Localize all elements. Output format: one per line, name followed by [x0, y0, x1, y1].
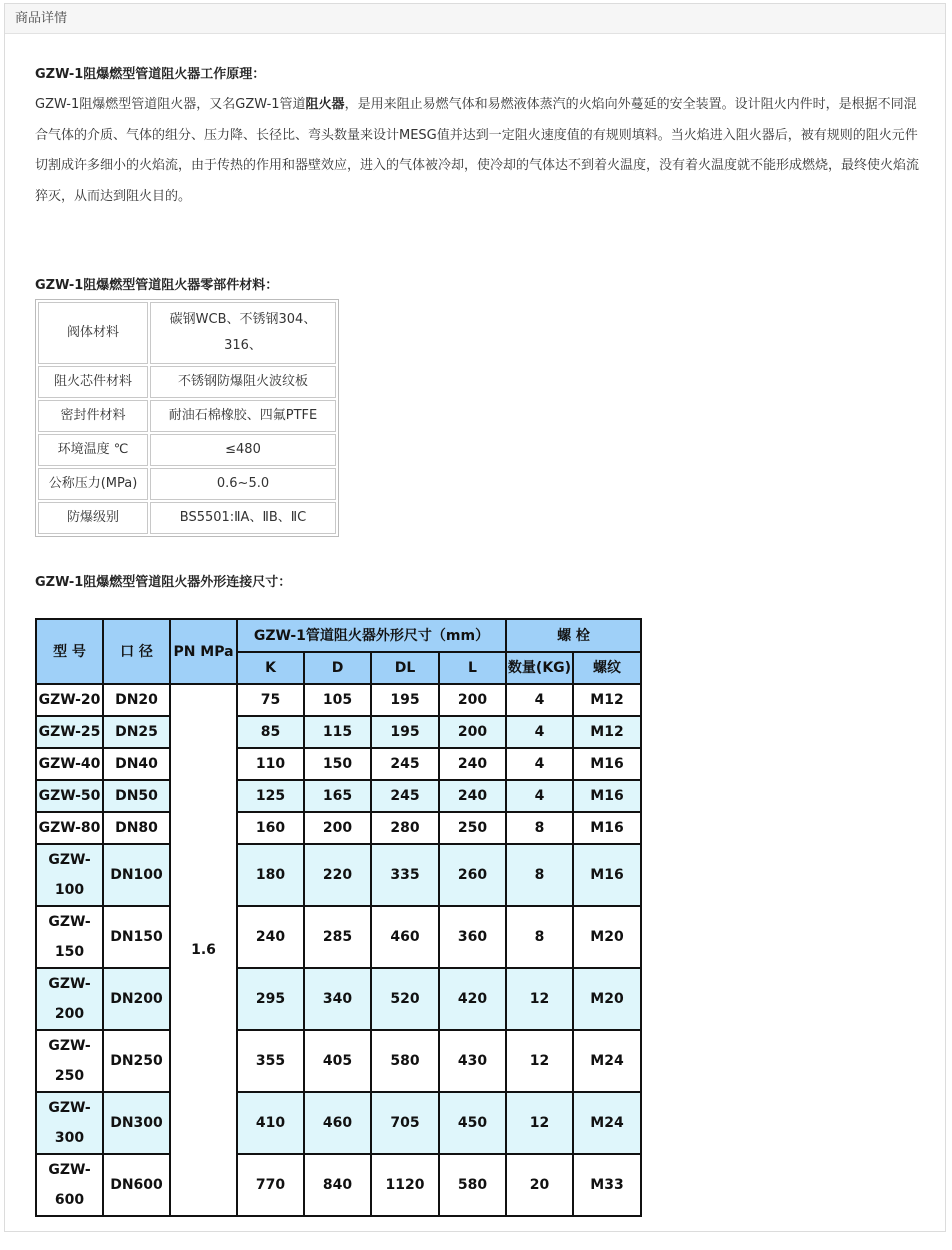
materials-row: [38, 366, 336, 398]
cell-qty: 8: [506, 812, 573, 844]
col-header-bolt-group: 螺 栓: [506, 619, 641, 652]
cell-thread: M24: [573, 1092, 641, 1154]
cell-model-line1: GZW-: [48, 1038, 91, 1054]
cell-qty: 12: [506, 968, 573, 1030]
material-label: 环境温度 ℃: [38, 434, 148, 466]
cell-l: 260: [439, 844, 506, 906]
cell-thread: M20: [573, 906, 641, 968]
cell-dl: 1120: [371, 1154, 439, 1216]
cell-qty: 8: [506, 906, 573, 968]
cell-caliber: DN80: [103, 812, 170, 844]
cell-l: 240: [439, 748, 506, 780]
cell-thread: M20: [573, 968, 641, 1030]
cell-l: 250: [439, 812, 506, 844]
panel-title: 商品详情: [15, 11, 68, 26]
cell-d: 165: [304, 780, 371, 812]
material-label: 防爆级别: [38, 502, 148, 534]
cell-dl: 195: [371, 716, 439, 748]
table-row: [36, 812, 641, 844]
cell-k: 410: [237, 1092, 304, 1154]
cell-d: 200: [304, 812, 371, 844]
cell-model-line2: 300: [54, 1130, 85, 1146]
cell-model: [36, 748, 103, 780]
table-row: [36, 684, 641, 716]
col-header-caliber: 口 径: [103, 619, 170, 684]
cell-model: [36, 1154, 103, 1216]
cell-qty: 12: [506, 1092, 573, 1154]
cell-model-line2: 600: [54, 1192, 85, 1208]
cell-model-line1: GZW-: [48, 852, 91, 868]
cell-d: 285: [304, 906, 371, 968]
cell-l: 430: [439, 1030, 506, 1092]
principle-heading: GZW-1阻爆燃型管道阻火器工作原理：: [35, 67, 266, 82]
cell-k: 240: [237, 906, 304, 968]
cell-model: [36, 780, 103, 812]
cell-caliber: DN50: [103, 780, 170, 812]
cell-k: 75: [237, 684, 304, 716]
material-value-line2: 316、: [224, 338, 262, 353]
cell-model-line1: GZW-50: [38, 788, 101, 804]
cell-model: [36, 684, 103, 716]
cell-l: 200: [439, 716, 506, 748]
panel-header: [5, 4, 945, 34]
table-row: [36, 1092, 641, 1154]
cell-thread: M12: [573, 684, 641, 716]
cell-k: 770: [237, 1154, 304, 1216]
table-row: [36, 844, 641, 906]
cell-k: 295: [237, 968, 304, 1030]
cell-caliber: DN150: [103, 906, 170, 968]
cell-model-line1: GZW-20: [38, 692, 101, 708]
material-label: 公称压力(MPa): [38, 468, 148, 500]
material-label: 密封件材料: [38, 400, 148, 432]
cell-qty: 8: [506, 844, 573, 906]
cell-l: 360: [439, 906, 506, 968]
cell-dl: 280: [371, 812, 439, 844]
cell-pn: 1.6: [170, 684, 237, 1216]
cell-model: [36, 812, 103, 844]
cell-dl: 335: [371, 844, 439, 906]
material-value: 耐油石棉橡胶、四氟PTFE: [150, 400, 336, 432]
cell-model-line1: GZW-: [48, 914, 91, 930]
table-row: [36, 748, 641, 780]
cell-l: 200: [439, 684, 506, 716]
dimensions-table: [35, 618, 642, 1217]
cell-qty: 20: [506, 1154, 573, 1216]
table-row: [36, 780, 641, 812]
cell-l: 580: [439, 1154, 506, 1216]
dimensions-heading: GZW-1阻爆燃型管道阻火器外形连接尺寸：: [35, 575, 292, 590]
cell-qty: 4: [506, 716, 573, 748]
cell-d: 115: [304, 716, 371, 748]
paragraph-bold-term: 阻火器: [305, 97, 345, 112]
cell-model-line2: 100: [54, 882, 85, 898]
cell-k: 355: [237, 1030, 304, 1092]
material-value-line1: 碳钢WCB、不锈钢304、: [169, 312, 317, 327]
col-header-l: L: [439, 652, 506, 684]
cell-qty: 4: [506, 684, 573, 716]
materials-row: [38, 434, 336, 466]
cell-d: 840: [304, 1154, 371, 1216]
col-header-pn: PN MPa: [170, 619, 237, 684]
col-header-qty: 数量(KG): [506, 652, 573, 684]
cell-qty: 12: [506, 1030, 573, 1092]
cell-d: 150: [304, 748, 371, 780]
cell-caliber: DN300: [103, 1092, 170, 1154]
cell-model: [36, 716, 103, 748]
cell-model-line2: 200: [54, 1006, 85, 1022]
cell-d: 220: [304, 844, 371, 906]
table-row: [36, 906, 641, 968]
cell-thread: M16: [573, 748, 641, 780]
cell-model-line2: 250: [54, 1068, 85, 1084]
col-header-d: D: [304, 652, 371, 684]
cell-caliber: DN100: [103, 844, 170, 906]
cell-l: 450: [439, 1092, 506, 1154]
cell-thread: M33: [573, 1154, 641, 1216]
col-header-thread: 螺纹: [573, 652, 641, 684]
material-label: 阻火芯件材料: [38, 366, 148, 398]
cell-l: 240: [439, 780, 506, 812]
header-row: [36, 619, 641, 652]
materials-heading: GZW-1阻爆燃型管道阻火器零部件材料：: [35, 278, 279, 293]
cell-model: [36, 906, 103, 968]
cell-k: 85: [237, 716, 304, 748]
material-value: ≤480: [150, 434, 336, 466]
material-label: 阀体材料: [38, 302, 148, 364]
cell-model-line1: GZW-: [48, 1100, 91, 1116]
dimensions-body: [36, 684, 641, 1216]
cell-qty: 4: [506, 780, 573, 812]
paragraph-text-1: GZW-1阻爆燃型管道阻火器，又名GZW-1管道: [35, 97, 306, 112]
cell-d: 340: [304, 968, 371, 1030]
cell-model-line1: GZW-25: [38, 724, 101, 740]
principle-paragraph: [35, 90, 923, 212]
cell-thread: M16: [573, 844, 641, 906]
paragraph-text-2: ，是用来阻止易燃气体和易燃液体蒸汽的火焰向外蔓延的安全装置。设计阻火内件时，是根据不同混合气体的介质、气体的组分、压力降、长径比、弯头数量来设计MESG值并达到一定阻火速度值的有规则填料。当火焰进入阻火器后，被有规则的阻火元件切割成许多细小的火焰流，由于传热的作用和器壁效应，进入的气体被冷却，使冷却的气体达不到着火温度，没有着火温度就不能形成燃烧，最终使火焰流猝灭，从而达到阻火目的。: [35, 97, 920, 204]
col-header-model: 型 号: [36, 619, 103, 684]
cell-model-line1: GZW-: [48, 976, 91, 992]
table-row: [36, 968, 641, 1030]
cell-model-line1: GZW-40: [38, 756, 101, 772]
cell-dl: 195: [371, 684, 439, 716]
col-header-k: K: [237, 652, 304, 684]
cell-qty: 4: [506, 748, 573, 780]
cell-thread: M16: [573, 780, 641, 812]
cell-caliber: DN200: [103, 968, 170, 1030]
cell-caliber: DN600: [103, 1154, 170, 1216]
cell-k: 180: [237, 844, 304, 906]
materials-row: [38, 468, 336, 500]
product-detail-panel: [4, 3, 946, 1232]
cell-caliber: DN20: [103, 684, 170, 716]
cell-model-line1: GZW-80: [38, 820, 101, 836]
materials-table: [35, 299, 339, 537]
col-header-dl: DL: [371, 652, 439, 684]
cell-model: [36, 1092, 103, 1154]
cell-dl: 520: [371, 968, 439, 1030]
cell-caliber: DN40: [103, 748, 170, 780]
cell-d: 460: [304, 1092, 371, 1154]
cell-k: 110: [237, 748, 304, 780]
materials-row: [38, 302, 336, 364]
col-header-dims-group: GZW-1管道阻火器外形尺寸（mm）: [237, 619, 506, 652]
cell-k: 125: [237, 780, 304, 812]
cell-dl: 245: [371, 780, 439, 812]
material-value: 不锈钢防爆阻火波纹板: [150, 366, 336, 398]
cell-dl: 460: [371, 906, 439, 968]
table-row: [36, 1154, 641, 1216]
materials-row: [38, 502, 336, 534]
cell-k: 160: [237, 812, 304, 844]
material-value: [150, 302, 336, 364]
table-row: [36, 716, 641, 748]
cell-d: 405: [304, 1030, 371, 1092]
cell-thread: M24: [573, 1030, 641, 1092]
cell-caliber: DN25: [103, 716, 170, 748]
cell-model-line1: GZW-: [48, 1162, 91, 1178]
material-value: 0.6~5.0: [150, 468, 336, 500]
cell-l: 420: [439, 968, 506, 1030]
cell-d: 105: [304, 684, 371, 716]
table-row: [36, 1030, 641, 1092]
materials-row: [38, 400, 336, 432]
cell-thread: M12: [573, 716, 641, 748]
cell-model-line2: 150: [54, 944, 85, 960]
cell-dl: 705: [371, 1092, 439, 1154]
cell-dl: 245: [371, 748, 439, 780]
cell-model: [36, 844, 103, 906]
material-value: BS5501:ⅡA、ⅡB、ⅡC: [150, 502, 336, 534]
cell-model: [36, 1030, 103, 1092]
cell-thread: M16: [573, 812, 641, 844]
cell-caliber: DN250: [103, 1030, 170, 1092]
cell-model: [36, 968, 103, 1030]
cell-dl: 580: [371, 1030, 439, 1092]
